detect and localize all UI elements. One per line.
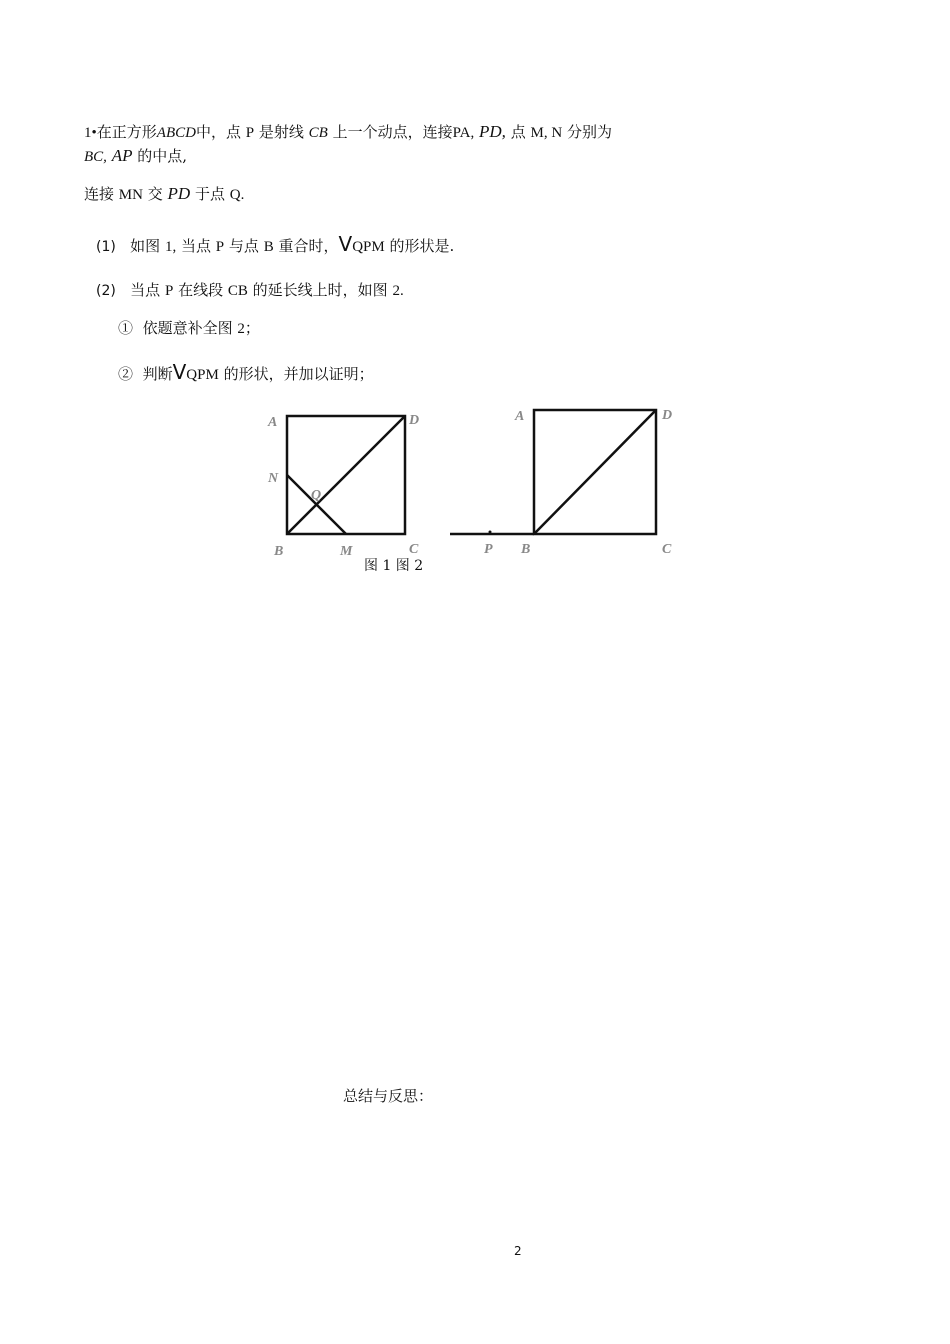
label-c: C	[662, 542, 672, 557]
figure-2-diagonal-bd	[534, 410, 656, 534]
part-label: (1)	[96, 239, 116, 255]
geometry-figures	[0, 400, 950, 600]
label-d: D	[662, 408, 673, 423]
label-p: P	[484, 542, 493, 557]
label-m: M	[340, 544, 353, 559]
label-q: Q	[311, 488, 322, 503]
subpart-label: ①	[118, 319, 134, 337]
part-1: (1) 如图 1, 当点 P 与点 B 重合时，VQPM 的形状是.	[96, 232, 455, 256]
triangle-symbol: V	[172, 360, 187, 384]
figure-caption: 图 1 图 2	[364, 558, 424, 574]
problem-line-3: 连接 MN 交 PD 于点 Q.	[84, 184, 245, 203]
figure-1	[287, 416, 405, 534]
label-a: A	[268, 415, 278, 430]
label-d: D	[409, 413, 420, 428]
page-number: 2	[514, 1244, 522, 1258]
problem-number: 1•	[84, 125, 97, 141]
point-p	[489, 531, 492, 534]
label-c: C	[409, 542, 419, 557]
label-n: N	[268, 471, 279, 486]
square-name: ABCD	[156, 125, 196, 141]
problem-line-1: 1•在正方形ABCD中，点 P 是射线 CB 上一个动点，连接PA, PD, 点 M, N 分别为	[84, 122, 612, 141]
figure-1-diagonal-bd	[287, 416, 405, 534]
label-b: B	[521, 542, 531, 557]
subpart-label: ②	[118, 365, 134, 383]
label-a: A	[515, 409, 525, 424]
part-label: (2)	[96, 283, 116, 299]
triangle-symbol: V	[338, 232, 353, 256]
figure-2	[450, 410, 656, 534]
part-2: (2) 当点 P 在线段 CB 的延长线上时，如图 2.	[96, 281, 404, 299]
label-b: B	[274, 544, 284, 559]
subpart-1: ① 依题意补全图 2；	[118, 319, 260, 337]
summary-heading: 总结与反思：	[343, 1087, 434, 1105]
subpart-2: ② 判断VQPM 的形状，并加以证明；	[118, 360, 374, 384]
problem-line-2: BC, AP 的中点,	[84, 146, 188, 165]
